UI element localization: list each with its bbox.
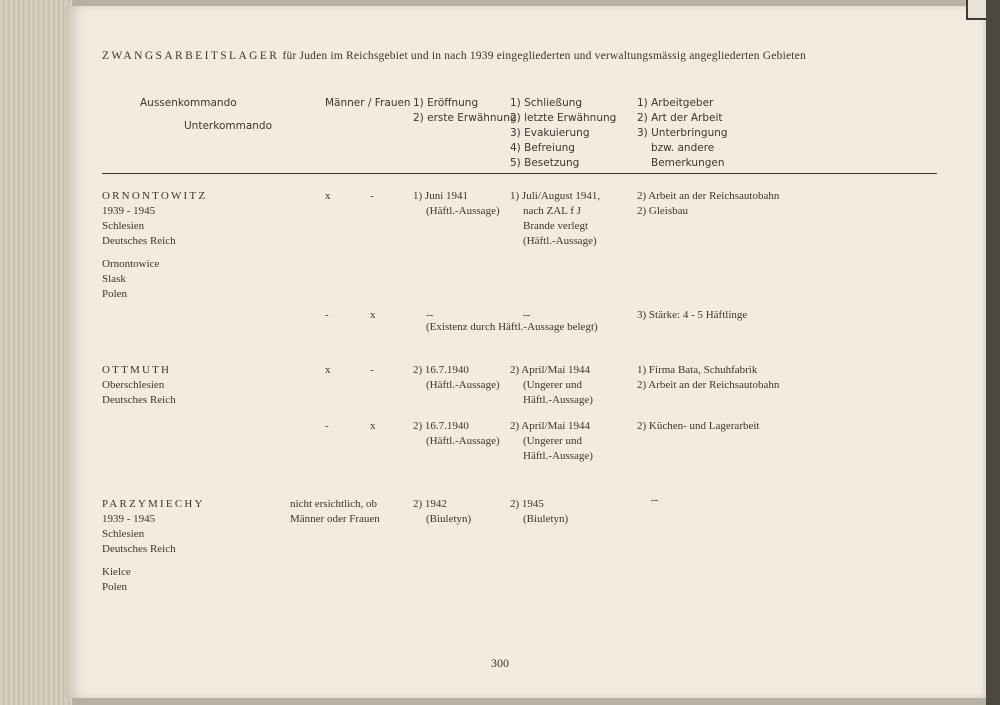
- camp-entry-parzymiechy: [102, 497, 205, 595]
- women-mark: -: [370, 190, 374, 202]
- scan-corner-marker: [966, 0, 986, 20]
- closing-cell: [510, 363, 593, 408]
- col-header-employer-line: bzw. andere: [651, 142, 715, 154]
- opening-cell: [413, 497, 471, 527]
- employer-line: 2) Küchen- und Lagerarbeit: [637, 420, 760, 432]
- camp-alt-line: Slask: [102, 273, 126, 285]
- camp-name: ORNONTOWITZ: [102, 190, 208, 202]
- col-header-employer-line: 2) Art der Arbeit: [637, 112, 723, 124]
- women-mark: -: [370, 364, 374, 376]
- closing-cell: [510, 497, 568, 527]
- col-header-opening: [413, 96, 517, 126]
- opening-line: 1) Juni 1941: [413, 190, 468, 202]
- heading-prefix: ZWANGSARBEITSLAGER: [102, 50, 280, 62]
- employer-cell: [637, 419, 759, 434]
- closing-line: nach ZAL f J: [523, 205, 581, 217]
- closing-line: (Biuletyn): [523, 513, 569, 525]
- camp-info-line: Deutsches Reich: [102, 543, 176, 555]
- col-header-closing-line: 2) letzte Erwähnung: [510, 112, 617, 124]
- closing-cell: [510, 189, 600, 249]
- col-header-unterkommando: Unterkommando: [184, 120, 272, 132]
- camp-info-line: 1939 - 1945: [102, 205, 156, 217]
- camp-entry-ornontowitz: [102, 189, 207, 302]
- men-mark: x: [325, 190, 331, 202]
- camp-info-line: 1939 - 1945: [102, 513, 156, 525]
- employer-cell: [637, 189, 779, 219]
- employer-cell: 3) Stärke: 4 - 5 Häftlinge: [637, 309, 748, 321]
- closing-line: (Ungerer und: [523, 435, 582, 447]
- employer-line: 2) Gleisbau: [637, 205, 689, 217]
- men-mark: x: [325, 364, 331, 376]
- opening-cell: [413, 363, 500, 393]
- closing-line: 2) April/Mai 1944: [510, 420, 591, 432]
- women-mark: x: [370, 309, 376, 321]
- gender-line: nicht ersichtlich, ob: [290, 498, 378, 510]
- employer-line: 2) Arbeit an der Reichsautobahn: [637, 190, 780, 202]
- camp-alt-line: Ornontowice: [102, 258, 160, 270]
- closing-cell: [510, 419, 593, 464]
- closing-line: 2) April/Mai 1944: [510, 364, 591, 376]
- closing-cell: --: [523, 309, 531, 321]
- camp-info-line: Schlesien: [102, 220, 145, 232]
- opening-line: 2) 16.7.1940: [413, 364, 469, 376]
- opening-line: (Biuletyn): [426, 513, 472, 525]
- page-heading: [102, 50, 806, 62]
- opening-line: 2) 16.7.1940: [413, 420, 469, 432]
- heading-rest: für Juden im Reichsgebiet und in nach 1939 eingegliederten und verwaltungsmässig angegliederten Gebieten: [282, 50, 806, 62]
- opening-line: (Häftl.-Aussage): [426, 205, 500, 217]
- opening-line: (Häftl.-Aussage): [426, 379, 500, 391]
- closing-line: (Häftl.-Aussage): [523, 235, 597, 247]
- col-header-opening-line: 2) erste Erwähnung: [413, 112, 517, 124]
- opening-cell: --: [426, 309, 434, 321]
- col-header-closing-line: 3) Evakuierung: [510, 127, 590, 139]
- men-mark: -: [325, 309, 329, 321]
- col-header-closing-line: 1) Schließung: [510, 97, 583, 109]
- camp-entry-ottmuth: [102, 363, 176, 408]
- camp-alt-line: Polen: [102, 581, 128, 593]
- closing-line: 2) 1945: [510, 498, 544, 510]
- camp-info-line: Deutsches Reich: [102, 394, 176, 406]
- gender-line: Männer oder Frauen: [290, 513, 380, 525]
- existence-note: (Existenz durch Häftl.-Aussage belegt): [426, 321, 598, 333]
- closing-line: Häftl.-Aussage): [523, 394, 593, 406]
- col-header-opening-line: 1) Eröffnung: [413, 97, 479, 109]
- scan-border: [986, 0, 1000, 705]
- men-mark: -: [325, 420, 329, 432]
- employer-line: 1) Firma Bata, Schuhfabrik: [637, 364, 758, 376]
- camp-name: PARZYMIECHY: [102, 498, 205, 510]
- page-number: 300: [491, 656, 509, 670]
- camp-info-line: Schlesien: [102, 528, 145, 540]
- closing-line: Brande verlegt: [523, 220, 589, 232]
- closing-line: 1) Juli/August 1941,: [510, 190, 601, 202]
- employer-line: 2) Arbeit an der Reichsautobahn: [637, 379, 780, 391]
- opening-cell: [413, 189, 500, 219]
- col-header-closing: [510, 96, 616, 171]
- col-header-employer-line: Bemerkungen: [651, 157, 725, 169]
- closing-line: (Ungerer und: [523, 379, 582, 391]
- women-mark: x: [370, 420, 376, 432]
- closing-line: Häftl.-Aussage): [523, 450, 593, 462]
- col-header-closing-line: 4) Befreiung: [510, 142, 575, 154]
- employer-cell: --: [651, 494, 659, 506]
- gender-cell: [290, 497, 380, 527]
- camp-info-line: Deutsches Reich: [102, 235, 176, 247]
- opening-line: (Häftl.-Aussage): [426, 435, 500, 447]
- camp-name: OTTMUTH: [102, 364, 172, 376]
- camp-info-line: Oberschlesien: [102, 379, 165, 391]
- col-header-aussenkommando: Aussenkommando: [140, 97, 237, 109]
- camp-alt-line: Polen: [102, 288, 128, 300]
- col-header-employer: [637, 96, 728, 171]
- opening-line: 2) 1942: [413, 498, 447, 510]
- col-header-closing-line: 5) Besetzung: [510, 157, 580, 169]
- header-rule: [102, 173, 937, 174]
- col-header-employer-line: 1) Arbeitgeber: [637, 97, 714, 109]
- opening-cell: [413, 419, 500, 449]
- col-header-employer-line: 3) Unterbringung: [637, 127, 728, 139]
- camp-alt-line: Kielce: [102, 566, 131, 578]
- book-page-edges: [0, 0, 72, 705]
- col-header-gender: Männer / Frauen: [325, 97, 411, 109]
- employer-cell: [637, 363, 779, 393]
